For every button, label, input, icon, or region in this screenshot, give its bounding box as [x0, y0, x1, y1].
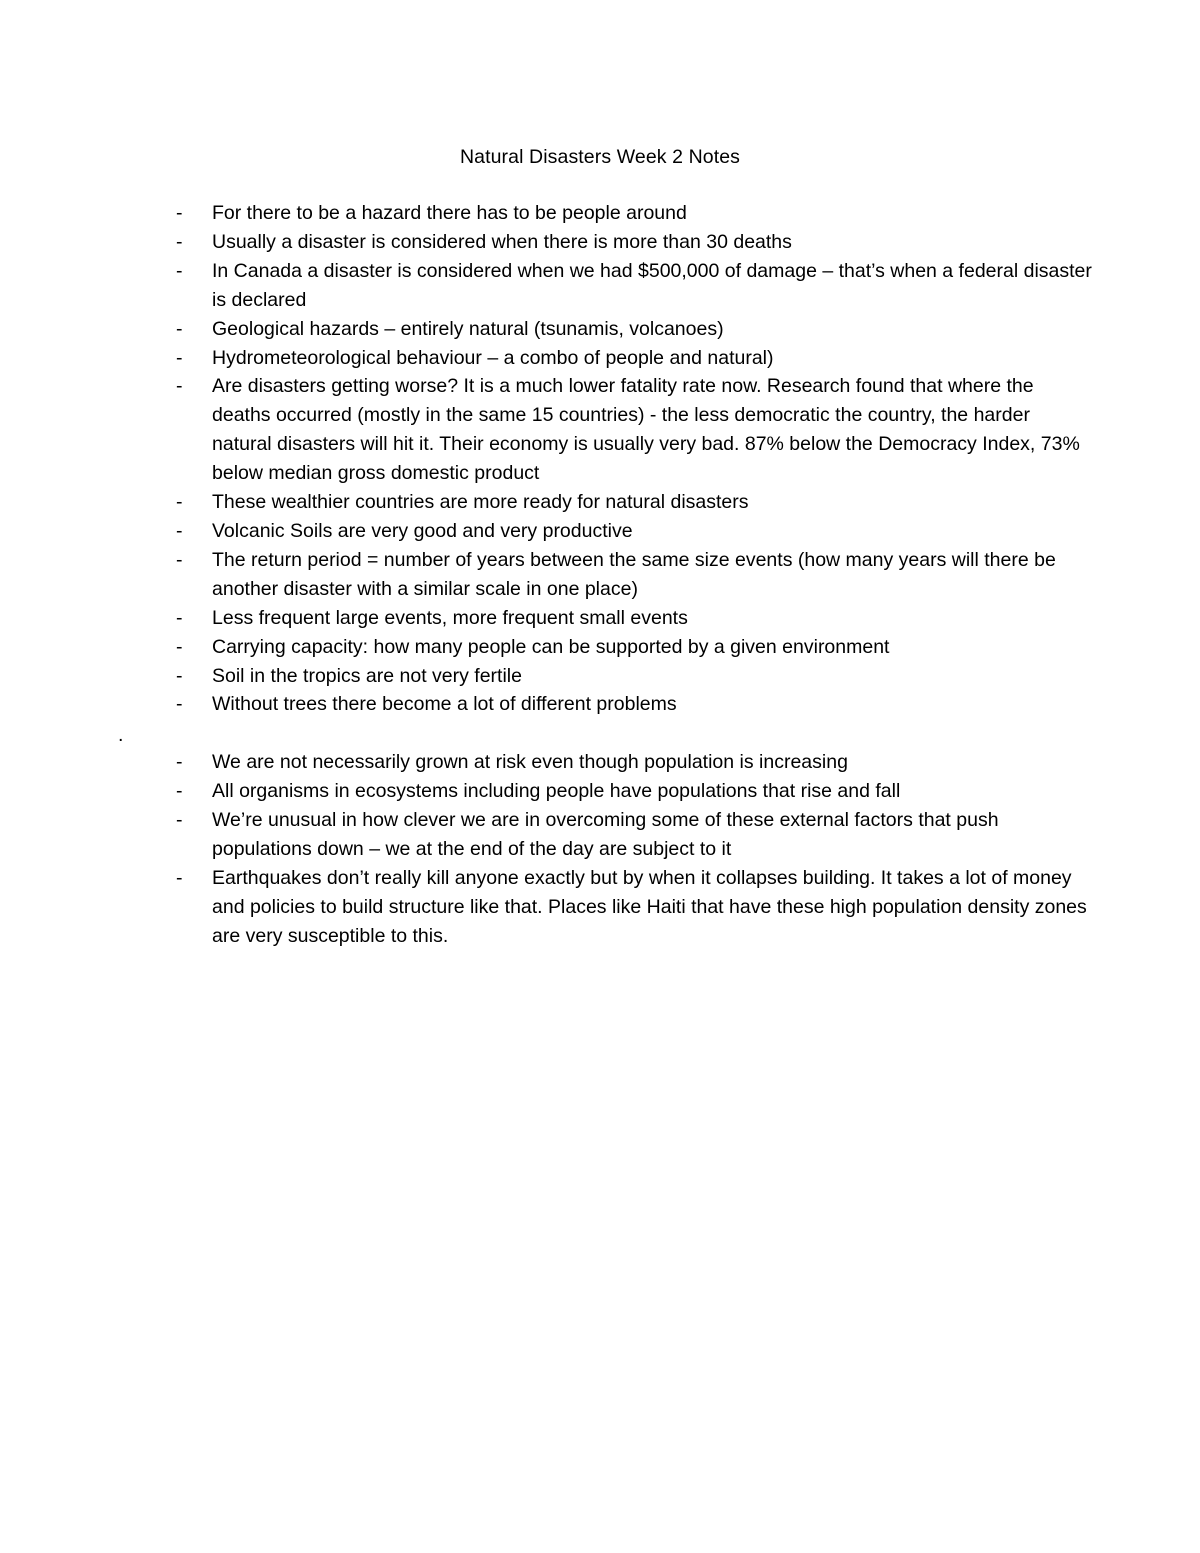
bullet-dash: -: [176, 202, 183, 224]
note-text: Hydrometeorological behaviour – a combo of people and natural): [212, 346, 774, 369]
bullet-dash: -: [176, 780, 183, 803]
list-item: [172, 662, 1092, 691]
notes-list: [118, 199, 1092, 951]
note-text: Geological hazards – entirely natural (tsunamis, volcanoes): [212, 317, 724, 340]
bullet-dash: -: [176, 606, 183, 629]
list-item: [172, 344, 1092, 373]
bullet-dash: -: [176, 548, 183, 571]
list-item: [172, 777, 1092, 806]
note-text: For there to be a hazard there has to be people around: [212, 202, 687, 224]
bullet-dash: -: [176, 635, 183, 658]
note-text: In Canada a disaster is considered when we had $500,000 of damage – that’s when a federal disaster is declared: [212, 259, 1092, 311]
note-text: Without trees there become a lot of different problems: [212, 693, 677, 716]
list-item: [172, 748, 1092, 777]
bullet-dash: -: [176, 751, 183, 774]
bullet-dash: -: [176, 866, 183, 889]
list-item: [172, 315, 1092, 344]
note-text: All organisms in ecosystems including people have populations that rise and fall: [212, 780, 901, 803]
bullet-dash: -: [176, 693, 183, 716]
list-item: [172, 257, 1092, 315]
note-text: Earthquakes don’t really kill anyone exactly but by when it collapses building. It takes a lot of money and policies to build structure like that. Places like Haiti that have these high population density zones are very susceptible to this.: [212, 866, 1087, 947]
bullet-dash: -: [176, 664, 183, 687]
list-item: [172, 488, 1092, 517]
bullet-dash: -: [176, 346, 183, 369]
bullet-dash: -: [176, 230, 183, 253]
list-item: [172, 199, 1092, 228]
note-text: These wealthier countries are more ready for natural disasters: [212, 491, 749, 514]
bullet-dash: -: [176, 375, 183, 398]
note-text: Carrying capacity: how many people can be supported by a given environment: [212, 635, 890, 658]
list-item: [172, 806, 1092, 864]
list-item: [172, 228, 1092, 257]
list-item: [172, 633, 1092, 662]
note-text: Usually a disaster is considered when there is more than 30 deaths: [212, 230, 792, 253]
note-text: The return period = number of years between the same size events (how many years will there be another disaster with a similar scale in one place): [212, 548, 1056, 600]
bullet-dash: -: [176, 259, 183, 282]
list-item: [172, 604, 1092, 633]
note-text: We are not necessarily grown at risk even though population is increasing: [212, 751, 848, 774]
note-text: Are disasters getting worse? It is a much lower fatality rate now. Research found that where the deaths occurred (mostly in the same 15 countries) - the less democratic the country, the harder natural disasters will hit it. Their economy is usually very bad. 87% below the Democracy Index, 73% below median gross domestic product: [212, 375, 1080, 485]
list-item: [172, 546, 1092, 604]
bullet-dash: -: [176, 491, 183, 514]
note-text: We’re unusual in how clever we are in overcoming some of these external factors that push populations down – we at the end of the day are subject to it: [212, 809, 999, 861]
section-separator: [118, 719, 1092, 748]
list-item: [172, 690, 1092, 719]
separator-dot: .: [118, 724, 124, 747]
note-text: Soil in the tropics are not very fertile: [212, 664, 522, 687]
list-item: [172, 372, 1092, 488]
list-item: [172, 517, 1092, 546]
document-title: Natural Disasters Week 2 Notes: [459, 146, 741, 168]
bullet-dash: -: [176, 317, 183, 340]
bullet-dash: -: [176, 809, 183, 832]
note-text: Volcanic Soils are very good and very productive: [212, 519, 633, 542]
note-text: Less frequent large events, more frequent small events: [212, 606, 688, 629]
list-item: [172, 864, 1092, 951]
bullet-dash: -: [176, 519, 183, 542]
